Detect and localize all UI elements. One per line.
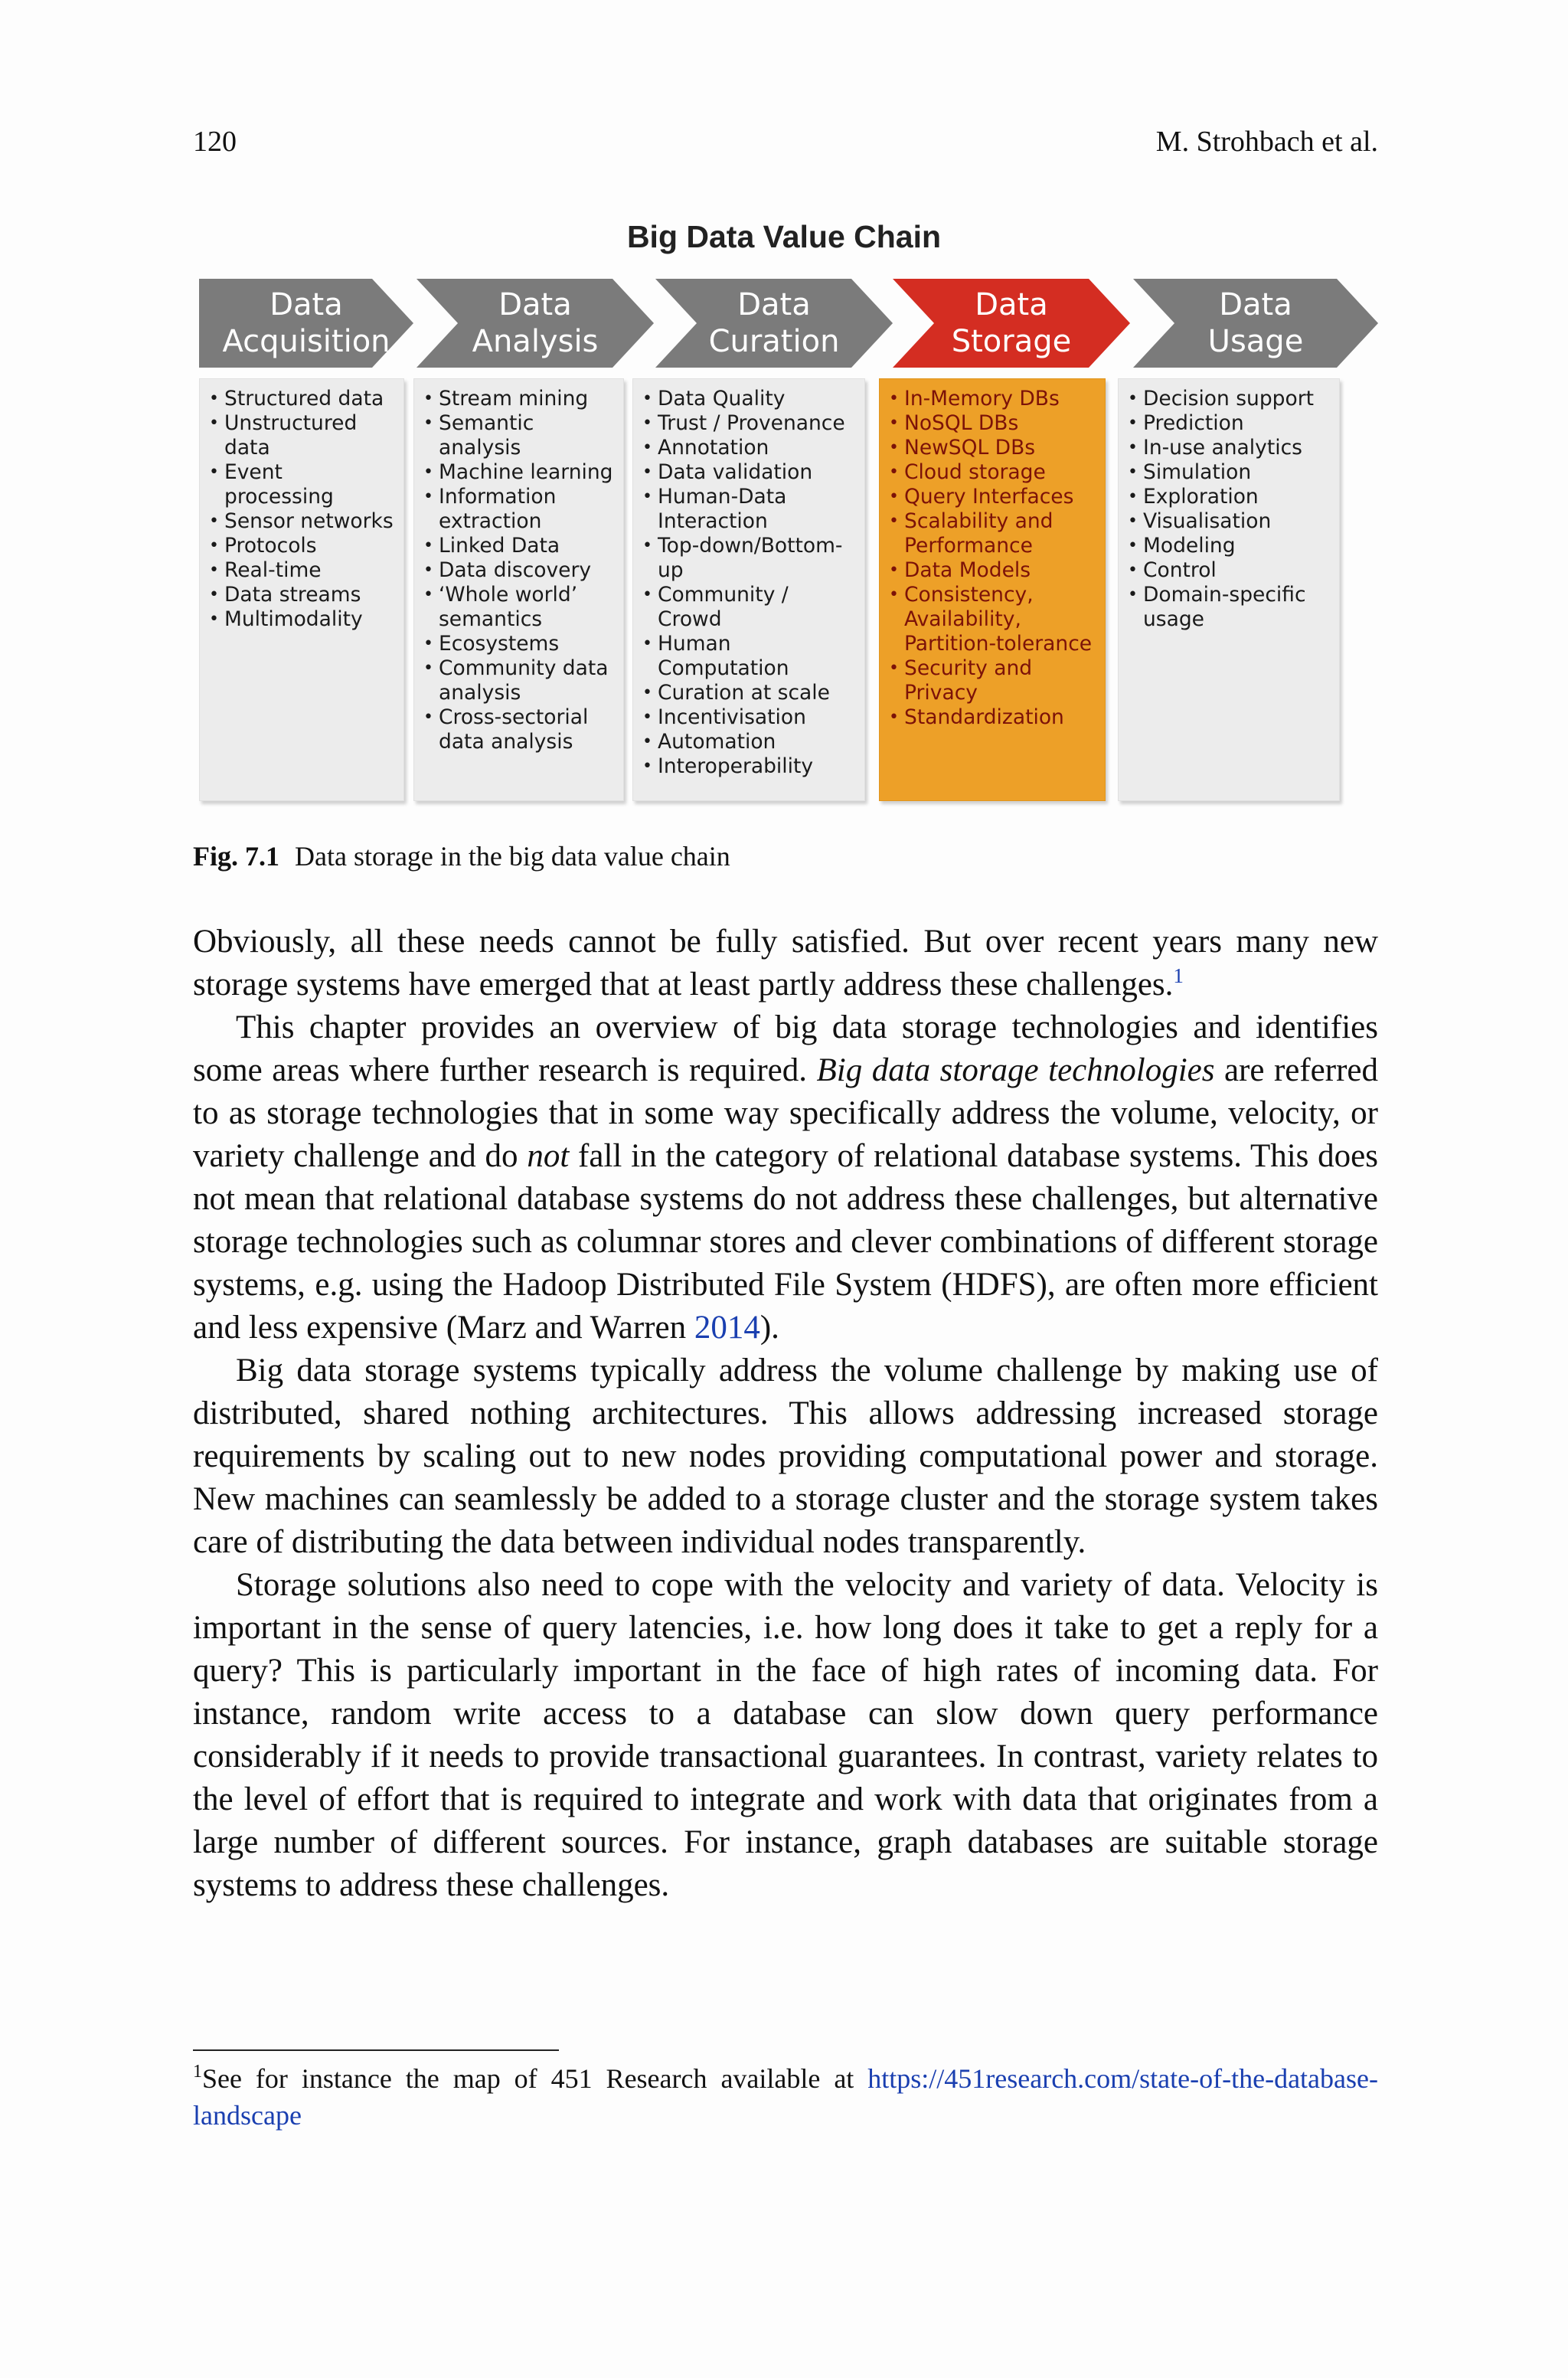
column-acquisition — [199, 378, 404, 801]
list-item: • Curation at scale — [642, 681, 858, 705]
stage-usage — [1133, 279, 1378, 368]
list-item: • Security and Privacy — [889, 656, 1099, 705]
paragraph-text: fall in the category of relational database systems. This does not mean that relational database systems do not address these challenges, but alternative storage technologies such as columnar stores and clever combinations of different storage systems, e.g. using the Hadoop Distributed File System (HDFS), are often more efficient and less expensive (Marz and Warren — [193, 1138, 1378, 1346]
citation-link[interactable]: 2014 — [694, 1310, 760, 1346]
figure-caption-text: Data storage in the big data value chain — [295, 841, 730, 872]
paragraph-text: This chapter provides an overview of big data storage technologies and identifies some areas where further research is required. — [193, 1009, 1378, 1088]
list-item: • Data Models — [889, 558, 1099, 583]
list-item: • Real-time — [209, 558, 397, 583]
stage-acquisition — [199, 279, 413, 368]
list-item: • Multimodality — [209, 607, 397, 632]
list-item: • Human-Data Interaction — [642, 485, 858, 534]
stage-curation — [655, 279, 893, 368]
list-item: • Prediction — [1128, 411, 1333, 436]
list-item: • In-use analytics — [1128, 436, 1333, 460]
footnote-text: See for instance the map of 451 Research available at — [202, 2063, 868, 2094]
footnote-number: 1 — [193, 2062, 202, 2082]
stage-label: Data Storage — [951, 287, 1072, 359]
list-item: • Query Interfaces — [889, 485, 1099, 509]
paragraph — [193, 921, 1378, 1006]
column-analysis — [413, 378, 624, 801]
stage-label: Data Usage — [1207, 287, 1304, 359]
list-item: • Control — [1128, 558, 1333, 583]
footnote-ref[interactable]: 1 — [1173, 964, 1184, 987]
value-chain-columns — [199, 378, 1348, 801]
list-item: • Event processing — [209, 460, 397, 509]
emphasis: not — [527, 1138, 570, 1174]
list-item: • Data Quality — [642, 387, 858, 411]
list-item: • Structured data — [209, 387, 397, 411]
list-item: • Semantic analysis — [423, 411, 617, 460]
list-item: • Ecosystems — [423, 632, 617, 656]
stage-storage — [893, 279, 1130, 368]
list-item: • Standardization — [889, 705, 1099, 730]
list-item: • Community data analysis — [423, 656, 617, 705]
figure-caption — [193, 840, 730, 872]
list-item: • Information extraction — [423, 485, 617, 534]
list-item: • Decision support — [1128, 387, 1333, 411]
column-curation — [632, 378, 865, 801]
footnote — [193, 2060, 1378, 2134]
list-item: • Cloud storage — [889, 460, 1099, 485]
footnote-link[interactable]: https://451research.com/state-of-the-database-landscape — [193, 2063, 1378, 2131]
list-item: • Unstructured data — [209, 411, 397, 460]
paragraph-text: ). — [760, 1310, 779, 1346]
emphasis: Big data storage technologies — [816, 1052, 1215, 1088]
list-item: • Modeling — [1128, 534, 1333, 558]
list-item: • NoSQL DBs — [889, 411, 1099, 436]
list-item: • Annotation — [642, 436, 858, 460]
figure-label: Fig. 7.1 — [193, 841, 279, 872]
list-item: • Sensor networks — [209, 509, 397, 534]
list-item: • Simulation — [1128, 460, 1333, 485]
list-item: • Consistency, Availability, Partition-tolerance — [889, 583, 1099, 656]
paragraph-text: are referred to as storage technologies that in some way specifically address the volume, velocity, or variety challenge and do — [193, 1052, 1378, 1174]
stage-label: Data Acquisition — [222, 287, 390, 359]
figure-title: Big Data Value Chain — [626, 219, 942, 254]
list-item: • Exploration — [1128, 485, 1333, 509]
list-item: • Linked Data — [423, 534, 617, 558]
list-item: • Cross-sectorial data analysis — [423, 705, 617, 754]
list-item: • Stream mining — [423, 387, 617, 411]
list-item: • Data validation — [642, 460, 858, 485]
list-item: • Data streams — [209, 583, 397, 607]
paragraph: Big data storage systems typically address the volume challenge by making use of distributed, shared nothing architectures. This allows addressing increased storage requirements by scaling out to new nodes providing computational power and storage. New machines can seamlessly be added to a storage cluster and the storage system takes care of distributing the data between individual nodes transparently. — [193, 1353, 1378, 1560]
footnote-divider — [193, 2049, 559, 2051]
stage-label: Data Analysis — [472, 287, 599, 359]
list-item: • Community / Crowd — [642, 583, 858, 632]
list-item: • Top-down/Bottom-up — [642, 534, 858, 583]
page-number: 120 — [193, 126, 237, 158]
value-chain-stages — [199, 279, 1378, 368]
paragraph-text: Obviously, all these needs cannot be fully satisfied. But over recent years many new storage systems have emerged that at least partly address these challenges. — [193, 924, 1378, 1003]
paragraph: Storage solutions also need to cope with the velocity and variety of data. Velocity is important in the sense of query latencies, i.e. how long does it take to get a reply for a query? This is particularly important in the face of high rates of incoming data. For instance, random write access to a database can slow down query performance considerably if it needs to provide transactional guarantees. In contrast, variety relates to the level of effort that is required to integrate and work with data that originates from a large number of different sources. For instance, graph databases are suitable storage systems to address these challenges. — [193, 1567, 1378, 1903]
column-storage — [879, 378, 1106, 801]
list-item: • Automation — [642, 730, 858, 754]
column-usage — [1118, 378, 1340, 801]
list-item: • Data discovery — [423, 558, 617, 583]
list-item: • Scalability and Performance — [889, 509, 1099, 558]
list-item: • NewSQL DBs — [889, 436, 1099, 460]
list-item: • Interoperability — [642, 754, 858, 779]
list-item: • In-Memory DBs — [889, 387, 1099, 411]
stage-label: Data Curation — [708, 287, 840, 359]
list-item: • Incentivisation — [642, 705, 858, 730]
body-text — [193, 921, 1378, 1907]
stage-analysis — [416, 279, 654, 368]
paragraph — [193, 1006, 1378, 1349]
list-item: • Human Computation — [642, 632, 858, 681]
list-item: • Visualisation — [1128, 509, 1333, 534]
running-head: M. Strohbach et al. — [1155, 126, 1378, 158]
list-item: • ‘Whole world’ semantics — [423, 583, 617, 632]
list-item: • Domain-specific usage — [1128, 583, 1333, 632]
list-item: • Trust / Provenance — [642, 411, 858, 436]
list-item: • Protocols — [209, 534, 397, 558]
list-item: • Machine learning — [423, 460, 617, 485]
